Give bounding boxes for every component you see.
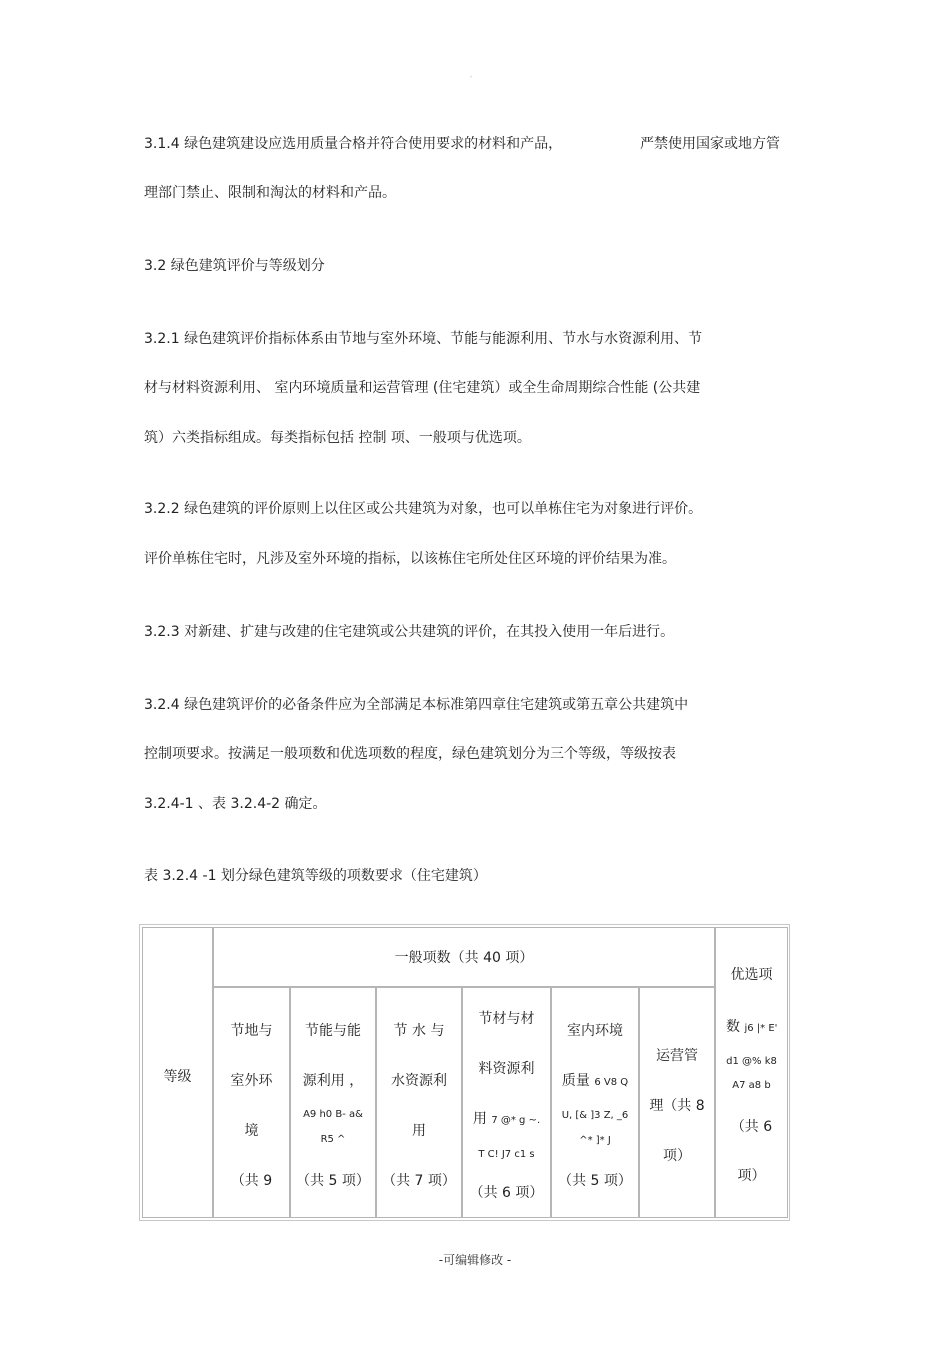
grade-requirements-table — [139, 924, 790, 1221]
para-3-2-3-line1: 3.2.3 对新建、扩建与改建的住宅建筑或公共建筑的评价，在其投入使用一年后进行。 — [144, 624, 675, 640]
col-land-line2: 室外环 — [230, 1073, 273, 1089]
general-header: 一般项数（共 40 项） — [394, 950, 534, 966]
general-header-cell — [213, 927, 715, 987]
col-land-cell — [213, 987, 290, 1218]
preferred-line5: （共 6 — [730, 1119, 773, 1135]
para-3-2-2-line2: 评价单栋住宅时，凡涉及室外环境的指标，以该栋住宅所处住区环境的评价结果为准。 — [144, 551, 676, 567]
preferred-header-cell — [715, 927, 788, 1218]
para-3-2-4-line3: 3.2.4-1 、表 3.2.4-2 确定。 — [144, 796, 327, 812]
col-material-line4: （共 6 项） — [469, 1185, 544, 1201]
col-material-line1: 节材与材 — [478, 1011, 535, 1027]
col-material-cell — [462, 987, 551, 1218]
para-3-1-4-line1-tail: 严禁使用国家或地方管 — [640, 136, 780, 152]
preferred-noise-line3: d1 @% k8 — [726, 1056, 777, 1067]
col-land-line4: （共 9 — [230, 1173, 273, 1189]
para-3-2-4-line2: 控制项要求。按满足一般项数和优选项数的程度，绿色建筑划分为三个等级，等级按表 — [144, 746, 676, 762]
col-indoor-line2 — [552, 1072, 638, 1092]
preferred-line2-noise: j6 |* E' — [744, 1023, 778, 1034]
col-land-line1: 节地与 — [230, 1023, 273, 1039]
col-water-line2: 水资源利 — [391, 1073, 447, 1089]
col-operation-line3: 项） — [663, 1148, 691, 1164]
col-indoor-line2-noise: 6 V8 Q — [594, 1077, 629, 1088]
col-indoor-cell — [551, 987, 639, 1218]
grade-header: 等级 — [163, 1069, 192, 1085]
col-energy-line3: （共 5 项） — [296, 1173, 370, 1189]
col-indoor-line3: （共 5 项） — [558, 1173, 632, 1189]
col-material-line2: 料资源利 — [478, 1061, 535, 1077]
para-3-2-1-line2: 材与材料资源利用、 室内环境质量和运营管理 (住宅建筑）或全生命周期综合性能 (公共建 — [144, 380, 701, 396]
preferred-line1: 优选项 — [730, 967, 773, 983]
col-water-line3: 用 — [412, 1123, 426, 1139]
col-operation-line2: 理（共 8 — [649, 1098, 705, 1114]
col-material-line3-noise: 7 @* g ~. — [491, 1115, 541, 1126]
section-heading-3-2: 3.2 绿色建筑评价与等级划分 — [144, 258, 325, 274]
col-material-line3 — [463, 1110, 550, 1130]
col-water-line4: （共 7 项） — [382, 1173, 456, 1189]
para-3-2-4-line1: 3.2.4 绿色建筑评价的必备条件应为全部满足本标准第四章住宅建筑或第五章公共建筑中 — [144, 697, 689, 713]
grade-header-cell — [142, 927, 213, 1218]
col-indoor-noise2: U, [& ]3 Z, _6 — [561, 1110, 629, 1121]
preferred-line2 — [726, 1018, 787, 1038]
col-water-line1: 节 水 与 — [393, 1023, 445, 1039]
preferred-noise-line4: A7 a8 b — [732, 1080, 771, 1091]
page-footer: -可编辑修改 - — [438, 1253, 512, 1267]
col-indoor-noise3: ^* ]* J — [579, 1135, 611, 1146]
col-indoor-line1: 室内环境 — [567, 1023, 623, 1039]
para-3-1-4-line1: 3.1.4 绿色建筑建设应选用质量合格并符合使用要求的材料和产品， — [144, 136, 563, 152]
para-3-2-1-line1: 3.2.1 绿色建筑评价指标体系由节地与室外环境、节能与能源利用、节水与水资源利用、节 — [144, 331, 703, 347]
col-energy-line2: 源利用 ， — [302, 1073, 364, 1089]
col-material-line3-text: 用 — [472, 1111, 487, 1127]
col-energy-line1: 节能与能 — [305, 1023, 361, 1039]
table-caption: 表 3.2.4 -1 划分绿色建筑等级的项数要求（住宅建筑） — [144, 868, 487, 884]
para-3-1-4-line2: 理部门禁止、限制和淘汰的材料和产品。 — [144, 185, 396, 201]
col-energy-cell — [290, 987, 376, 1218]
preferred-line6: 项） — [737, 1168, 766, 1184]
col-material-noise2: T C! J7 c1 s — [478, 1149, 535, 1160]
col-operation-line1: 运营管 — [656, 1048, 698, 1064]
col-energy-noise2: R5 ^ — [320, 1134, 346, 1145]
para-3-2-2-line1: 3.2.2 绿色建筑的评价原则上以住区或公共建筑为对象，也可以单栋住宅为对象进行评价。 — [144, 501, 703, 517]
col-water-cell — [376, 987, 462, 1218]
col-indoor-line2-text: 质量 — [561, 1073, 590, 1089]
col-operation-cell — [639, 987, 715, 1218]
page-mark: 。 — [470, 72, 477, 79]
preferred-line2-text: 数 — [726, 1019, 740, 1035]
para-3-2-1-line3: 筑）六类指标组成。每类指标包括 控制 项、一般项与优选项。 — [144, 430, 531, 446]
col-land-line3: 境 — [244, 1123, 259, 1139]
col-energy-noise1: A9 h0 B- a& — [303, 1109, 363, 1120]
